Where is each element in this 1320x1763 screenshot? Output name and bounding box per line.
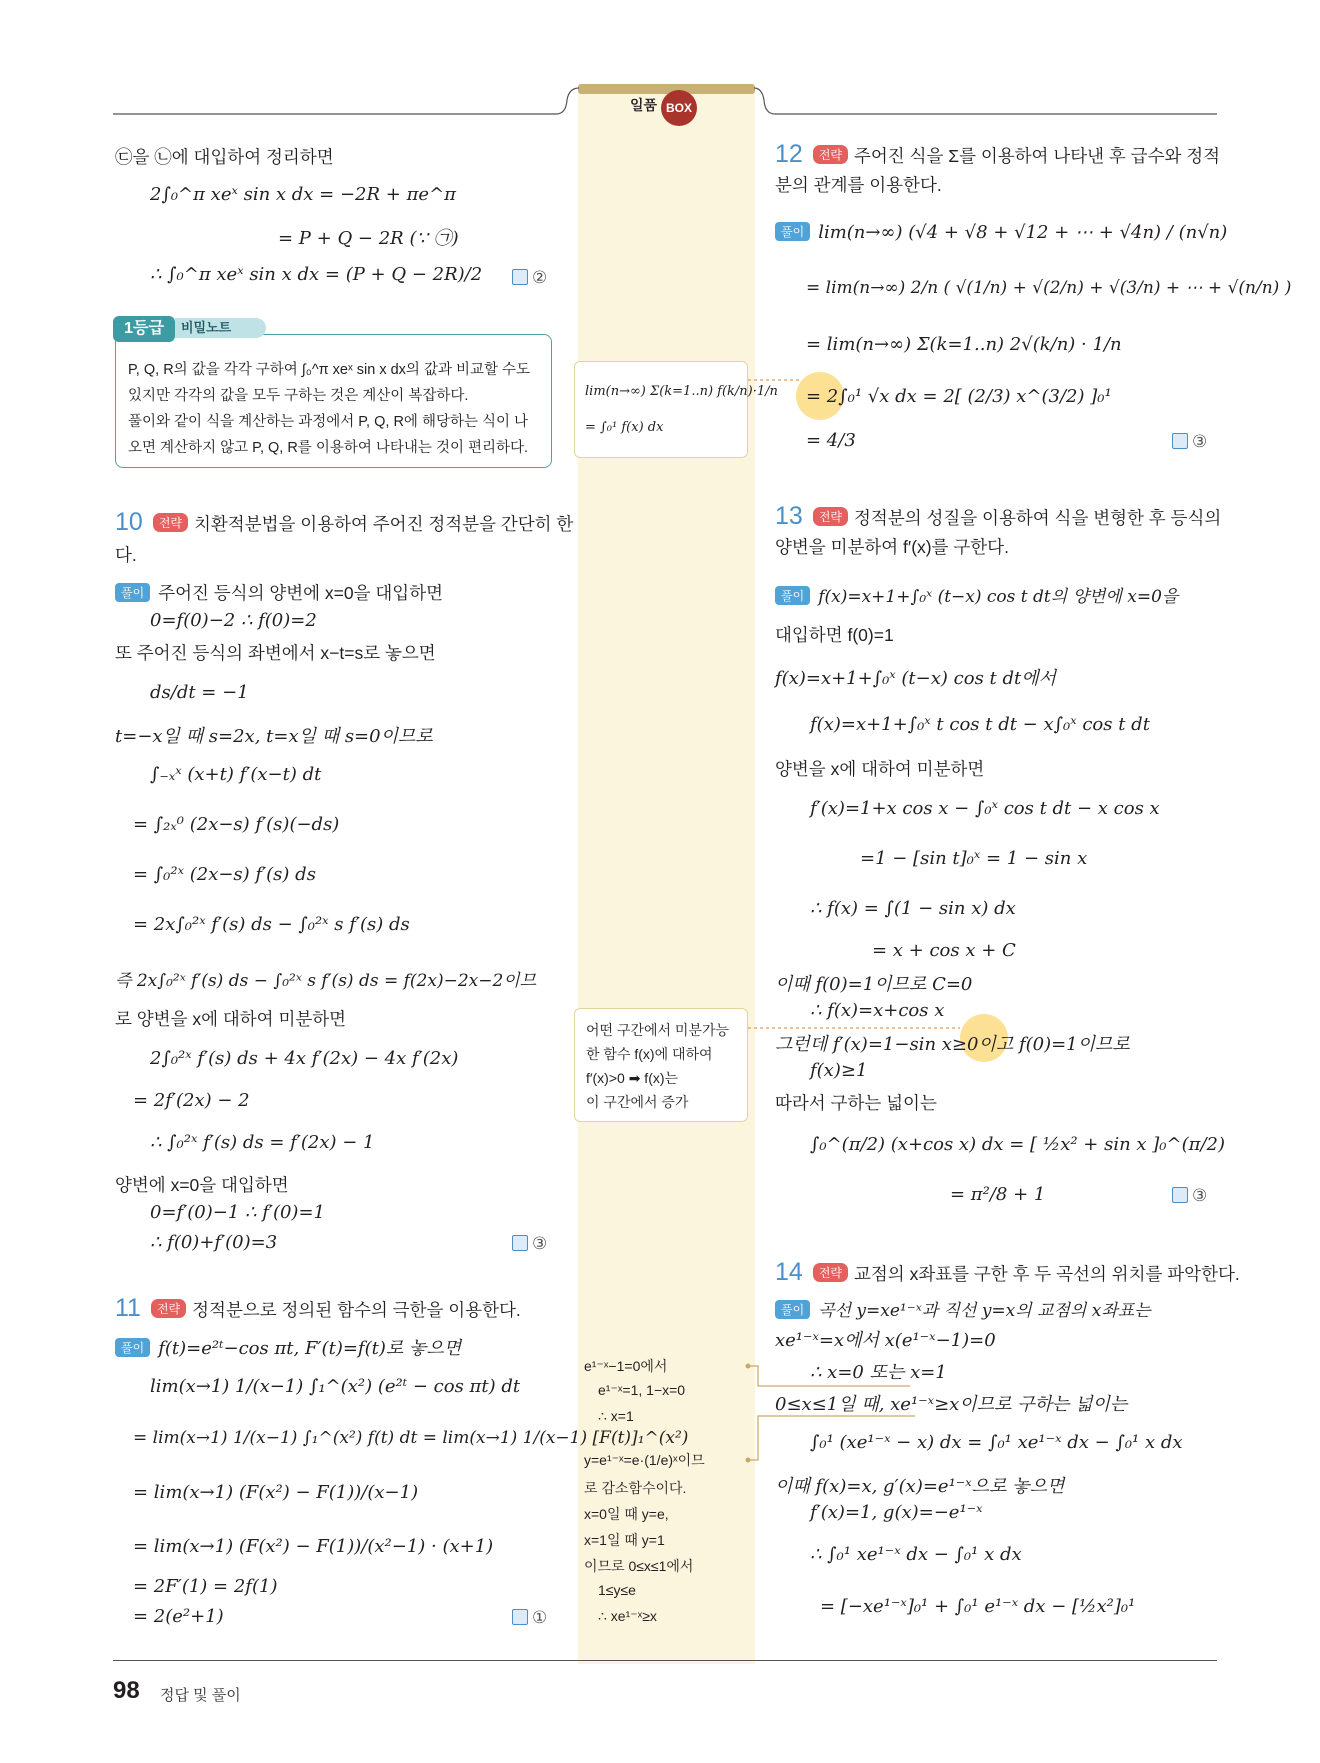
side-line-5: 로 감소함수이다.	[584, 1480, 687, 1496]
answer-11: ①	[512, 1608, 547, 1628]
side-line-2: e¹⁻ˣ=1, 1−x=0	[598, 1382, 686, 1398]
strategy-tag: 전략	[813, 1263, 848, 1282]
secret-note-title: 비밀노트	[175, 318, 266, 338]
side-line-4: y=e¹⁻ˣ=e·(1/e)ˣ이므	[584, 1452, 705, 1468]
p10-line-16: 0=f′(0)−1 ∴ f′(0)=1	[150, 1202, 325, 1223]
p10-line-6: ∫₋ₓˣ (x+t) f′(x−t) dt	[150, 764, 322, 785]
side-line-10: ∴ xe¹⁻ˣ≥x	[598, 1608, 657, 1624]
tip-series-line-1: lim(n→∞) Σ(k=1..n) f(k/n)·1/n	[585, 384, 778, 399]
p10-line-2: 0=f(0)−2 ∴ f(0)=2	[150, 610, 317, 631]
p13-line-3: f(x)=x+1+∫₀ˣ (t−x) cos t dt에서	[775, 668, 1057, 689]
tip-inc-line-3: f′(x)>0 ➡ f(x)는	[586, 1070, 679, 1086]
brand-label: 일품	[630, 97, 658, 113]
solution-tag: 풀이	[775, 1300, 810, 1319]
p10-line-3: 또 주어진 등식의 좌변에서 x−t=s로 놓으면	[115, 643, 436, 663]
problem-number: 13	[775, 502, 803, 530]
note-line-2: 있지만 각각의 값을 모두 구하는 것은 계산이 복잡하다.	[128, 388, 469, 404]
p14-line-4: 0≤x≤1일 때, xe¹⁻ˣ≥x이므로 구하는 넓이는	[775, 1394, 1128, 1415]
note-line-1: P, Q, R의 값을 각각 구하여 ∫₀^π xeˣ sin x dx의 값과 비교할 수도	[128, 362, 531, 378]
p13-line-15: ∫₀^(π/2) (x+cos x) dx = [ ½x² + sin x ]₀^(π/2)	[810, 1134, 1225, 1155]
intro-text: ㉢을 ㉡에 대입하여 정리하면	[115, 147, 334, 167]
p10-line-4: ds/dt = −1	[150, 682, 249, 703]
side-line-7: x=1일 때 y=1	[584, 1532, 665, 1548]
p13-line-1: 풀이 f(x)=x+1+∫₀ˣ (t−x) cos t dt의 양변에 x=0을	[775, 582, 1178, 607]
p10-line-13: = 2f′(2x) − 2	[133, 1090, 250, 1111]
p11-line-4: = lim(x→1) (F(x²) − F(1))/(x−1)	[133, 1482, 419, 1503]
footer-label: 정답 및 풀이	[160, 1687, 241, 1704]
p14-line-1: 풀이 곡선 y=xe¹⁻ˣ과 직선 y=x의 교점의 x좌표는	[775, 1296, 1151, 1321]
p14-line-5: ∫₀¹ (xe¹⁻ˣ − x) dx = ∫₀¹ xe¹⁻ˣ dx − ∫₀¹ x dx	[810, 1432, 1183, 1453]
p13-strategy-cont: 양변을 미분하여 f′(x)를 구한다.	[775, 537, 1009, 557]
p10-strategy-cont: 다.	[115, 545, 137, 565]
p10-line-10: 즉 2x∫₀²ˣ f′(s) ds − ∫₀²ˣ s f′(s) ds = f(2x)−2x−2이므	[115, 971, 537, 991]
p12-line-5: = 4/3	[806, 430, 856, 451]
solution-tag: 풀이	[115, 583, 150, 602]
problem-14-header: 14 전략 교점의 x좌표를 구한 후 두 곡선의 위치를 파악한다.	[775, 1258, 1240, 1286]
p13-line-14: 따라서 구하는 넓이는	[775, 1093, 937, 1113]
grade-badge: 1등급	[113, 316, 175, 342]
strategy-tag: 전략	[151, 1299, 186, 1318]
p10-line-17: ∴ f(0)+f′(0)=3	[150, 1232, 278, 1253]
p10-line-11: 로 양변을 x에 대하여 미분하면	[115, 1009, 347, 1029]
p11-line-5: = lim(x→1) (F(x²) − F(1))/(x²−1) · (x+1)	[133, 1536, 494, 1557]
p12-line-2: = lim(n→∞) 2/n ( √(1/n) + √(2/n) + √(3/n) + ⋯ + √(n/n) )	[806, 278, 1292, 298]
p10-line-14: ∴ ∫₀²ˣ f′(s) ds = f′(2x) − 1	[150, 1132, 375, 1153]
strategy-tag: 전략	[813, 507, 848, 526]
side-line-6: x=0일 때 y=e,	[584, 1506, 669, 1522]
p13-line-6: f′(x)=1+x cos x − ∫₀ˣ cos t dt − x cos x	[810, 798, 1160, 819]
side-line-3: ∴ x=1	[598, 1408, 634, 1424]
p13-line-4: f(x)=x+1+∫₀ˣ t cos t dt − x∫₀ˣ cos t dt	[810, 714, 1150, 735]
p13-line-9: = x + cos x + C	[872, 940, 1016, 961]
p12-line-4: = 2∫₀¹ √x dx = 2[ (2/3) x^(3/2) ]₀¹	[806, 386, 1112, 407]
problem-11-header: 11 전략 정적분으로 정의된 함수의 극한을 이용한다.	[115, 1294, 521, 1322]
tip-inc-line-4: 이 구간에서 증가	[586, 1094, 689, 1110]
answer-10: ③	[512, 1234, 547, 1254]
side-line-8: 이므로 0≤x≤1에서	[584, 1558, 694, 1574]
intro-eq1: 2∫₀^π xeˣ sin x dx = −2R + πe^π	[150, 184, 456, 205]
p13-line-8: ∴ f(x) = ∫(1 − sin x) dx	[810, 898, 1016, 919]
problem-number: 14	[775, 1258, 803, 1286]
side-line-9: 1≤y≤e	[598, 1582, 636, 1598]
p14-line-9: = [−xe¹⁻ˣ]₀¹ + ∫₀¹ e¹⁻ˣ dx − [½x²]₀¹	[820, 1596, 1136, 1617]
answer-12: ③	[1172, 432, 1207, 452]
note-line-4: 오면 계산하지 않고 P, Q, R를 이용하여 나타내는 것이 편리하다.	[128, 440, 529, 456]
p12-strategy-cont: 분의 관계를 이용한다.	[775, 175, 942, 195]
p12-line-3: = lim(n→∞) Σ(k=1..n) 2√(k/n) · 1/n	[806, 334, 1122, 355]
side-line-1: e¹⁻ˣ−1=0에서	[584, 1358, 668, 1374]
p13-line-11: ∴ f(x)=x+cos x	[810, 1000, 945, 1021]
p13-line-2: 대입하면 f(0)=1	[775, 625, 894, 645]
problem-12-header: 12 전략 주어진 식을 Σ를 이용하여 나타낸 후 급수와 정적	[775, 140, 1221, 168]
solution-tag: 풀이	[775, 222, 810, 241]
p13-line-12: 그런데 f′(x)=1−sin x≥0이고 f(0)=1이므로	[775, 1034, 1130, 1055]
answer-13: ③	[1172, 1186, 1207, 1206]
solution-tag: 풀이	[115, 1338, 150, 1357]
p10-line-8: = ∫₀²ˣ (2x−s) f′(s) ds	[133, 864, 316, 885]
p14-line-6: 이때 f(x)=x, g′(x)=e¹⁻ˣ으로 놓으면	[775, 1476, 1065, 1497]
footer-rule	[113, 1660, 1217, 1661]
p10-line-9: = 2x∫₀²ˣ f′(s) ds − ∫₀²ˣ s f′(s) ds	[133, 914, 410, 935]
p13-line-10: 이때 f(0)=1이므로 C=0	[775, 974, 973, 995]
p13-line-7: =1 − [sin t]₀ˣ = 1 − sin x	[860, 848, 1088, 869]
strategy-tag: 전략	[153, 513, 188, 532]
p10-line-1: 풀이 주어진 등식의 양변에 x=0을 대입하면	[115, 580, 443, 605]
p14-line-2: xe¹⁻ˣ=x에서 x(e¹⁻ˣ−1)=0	[775, 1330, 996, 1351]
tip-inc-line-2: 한 함수 f(x)에 대하여	[586, 1046, 713, 1062]
p13-line-16: = π²/8 + 1	[950, 1184, 1046, 1205]
p14-line-7: f′(x)=1, g(x)=−e¹⁻ˣ	[810, 1502, 983, 1523]
p11-line-6: = 2F′(1) = 2f(1)	[133, 1576, 278, 1597]
intro-eq3: ∴ ∫₀^π xeˣ sin x dx = (P + Q − 2R)/2	[150, 264, 483, 285]
p10-line-15: 양변에 x=0을 대입하면	[115, 1175, 289, 1195]
problem-number: 10	[115, 508, 143, 536]
note-line-3: 풀이와 같이 식을 계산하는 과정에서 P, Q, R에 해당하는 식이 나	[128, 414, 529, 430]
strategy-tag: 전략	[813, 145, 848, 164]
answer-intro: ②	[512, 268, 547, 288]
problem-number: 11	[115, 1294, 141, 1322]
p10-line-12: 2∫₀²ˣ f′(s) ds + 4x f′(2x) − 4x f′(2x)	[150, 1048, 459, 1069]
answer-icon	[1172, 433, 1188, 449]
intro-eq2: = P + Q − 2R (∵ ㉠)	[278, 228, 459, 249]
p11-line-2: lim(x→1) 1/(x−1) ∫₁^(x²) (e²ᵗ − cos πt) dt	[150, 1376, 521, 1397]
solution-tag: 풀이	[775, 586, 810, 605]
p13-line-5: 양변을 x에 대하여 미분하면	[775, 759, 985, 779]
answer-icon	[1172, 1187, 1188, 1203]
p11-line-7: = 2(e²+1)	[133, 1606, 224, 1627]
p11-line-3: = lim(x→1) 1/(x−1) ∫₁^(x²) f(t) dt = lim(x→1) 1/(x−1) [F(t)]₁^(x²)	[133, 1428, 689, 1448]
p10-line-5: t=−x일 때 s=2x, t=x일 때 s=0이므로	[115, 726, 433, 747]
p11-line-1: 풀이 f(t)=e²ᵗ−cos πt, F′(t)=f(t)로 놓으면	[115, 1334, 461, 1360]
problem-10-header: 10 전략 치환적분법을 이용하여 주어진 정적분을 간단히 한	[115, 508, 574, 536]
problem-number: 12	[775, 140, 803, 168]
page-number: 98	[113, 1677, 140, 1704]
p12-line-1: 풀이 lim(n→∞) (√4 + √8 + √12 + ⋯ + √4n) / (n√n)	[775, 222, 1227, 243]
brand-box-badge: BOX	[661, 90, 697, 126]
problem-13-header: 13 전략 정적분의 성질을 이용하여 식을 변형한 후 등식의	[775, 502, 1222, 530]
p10-line-7: = ∫₂ₓ⁰ (2x−s) f′(s)(−ds)	[133, 814, 340, 835]
p14-line-3: ∴ x=0 또는 x=1	[810, 1362, 947, 1383]
p14-line-8: ∴ ∫₀¹ xe¹⁻ˣ dx − ∫₀¹ x dx	[810, 1544, 1022, 1565]
p13-line-13: f(x)≥1	[810, 1060, 868, 1081]
tip-series-line-2: = ∫₀¹ f(x) dx	[585, 420, 664, 435]
tip-inc-line-1: 어떤 구간에서 미분가능	[586, 1022, 730, 1038]
